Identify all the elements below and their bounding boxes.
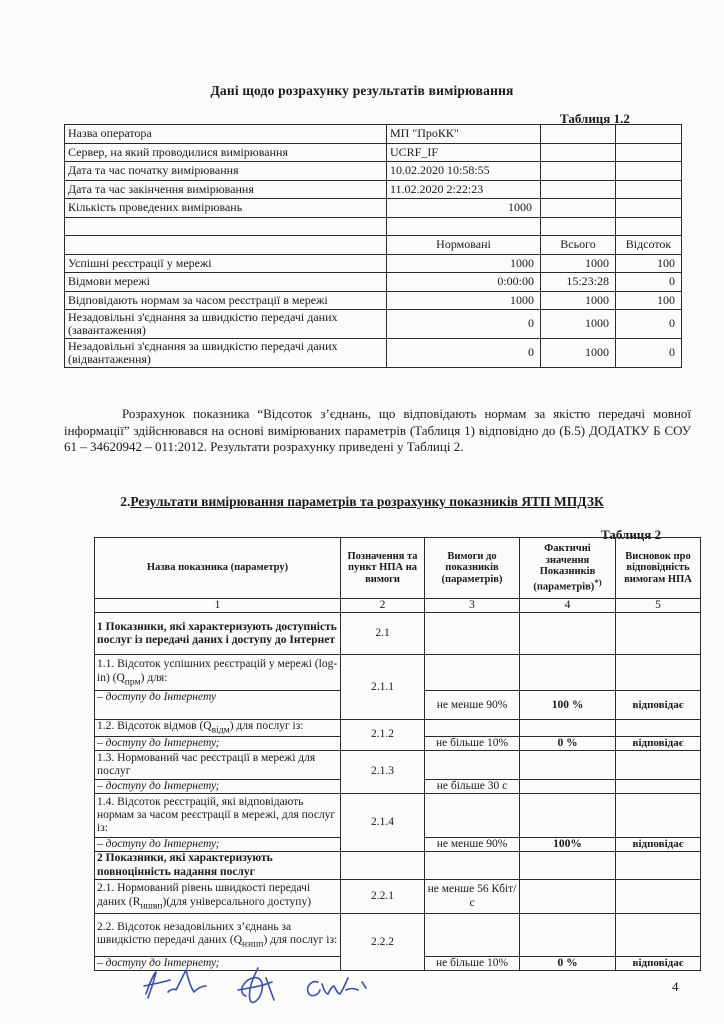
- table1-cell-label: Незадовільні з'єднання за швидкістю передачі даних (завантаження): [65, 310, 387, 339]
- table2-row-s2: [95, 852, 701, 880]
- r111-con: відповідає: [616, 691, 701, 720]
- r12-con: відповідає: [616, 736, 701, 750]
- table1-cell-c3: [541, 180, 616, 199]
- table1-row: [65, 236, 682, 255]
- table1-cell-c4: Відсоток: [616, 236, 682, 255]
- table1-cell-label: Успішні реєстрації у мережі: [65, 254, 387, 273]
- table1-cell-c3: [541, 162, 616, 181]
- table1-cell-c4: 0: [616, 310, 682, 339]
- table1-cell-c2: МП "ПроКК": [387, 125, 541, 144]
- table1-row: [65, 339, 682, 368]
- table1-row: [65, 273, 682, 292]
- table1-cell-c2: 1000: [387, 254, 541, 273]
- table1-cell-c3: 1000: [541, 291, 616, 310]
- table2-colnum-row: [95, 599, 701, 613]
- table1-cell-c2: 0:00:00: [387, 273, 541, 292]
- table1-row: [65, 310, 682, 339]
- colnum-3: 3: [425, 599, 520, 613]
- r22-val: 0 %: [520, 957, 616, 971]
- r13-req: не більше 30 с: [425, 779, 520, 793]
- r14-code: 2.1.4: [341, 793, 425, 851]
- table1-row: [65, 162, 682, 181]
- header-indicator-name: Назва показника (параметру): [95, 538, 341, 599]
- r14-val: 100%: [520, 837, 616, 851]
- table1-cell-c3: [541, 199, 616, 218]
- table1-row: [65, 291, 682, 310]
- table1-cell-label: [65, 217, 387, 236]
- table1-cell-c4: 100: [616, 291, 682, 310]
- r111-title: 1.1. Відсоток успішних реєстрацій у мережі (log-in) $(Q_{прм})$ для:: [95, 655, 341, 691]
- table1-cell-c4: 100: [616, 254, 682, 273]
- r14-title: 1.4. Відсоток реєстрацій, які відповідають нормам за часом реєстрації в мережі, для послуг із:: [95, 793, 341, 837]
- table1-cell-label: Дата та час початку вимірювання: [65, 162, 387, 181]
- table-1-2: [64, 124, 682, 368]
- table1-cell-label: Незадовільні з'єднання за швидкістю передачі даних (відвантаження): [65, 339, 387, 368]
- r12-title: 1.2. Відсоток відмов $(Q_{відм})$ для послуг із:: [95, 720, 341, 736]
- table1-cell-c4: 0: [616, 273, 682, 292]
- table1-cell-c4: [616, 162, 682, 181]
- s2-title: 2 Показники, які характеризують повноцінність надання послуг: [95, 852, 341, 880]
- table1-row: [65, 254, 682, 273]
- header-conclusion: Висновок про відповідність вимогам НПА: [616, 538, 701, 599]
- table1-cell-c4: 0: [616, 339, 682, 368]
- header-actual-values-text: Фактичні значення Показників (параметрів): [533, 543, 596, 593]
- table1-cell-label: Кількість проведених вимірювань: [65, 199, 387, 218]
- table1-cell-c2: [387, 217, 541, 236]
- table1-cell-c4: [616, 199, 682, 218]
- r13-sub: – доступу до Інтернету;: [95, 779, 341, 793]
- table2-header-row: [95, 538, 701, 599]
- table2-row-s1: [95, 613, 701, 655]
- r21-req: не менше 56 Кбіт/с: [425, 880, 520, 914]
- page-number: 4: [672, 979, 679, 994]
- table2-row-1-1: [95, 655, 701, 691]
- table1-cell-c3: 1000: [541, 310, 616, 339]
- table2-row-1-2: [95, 720, 701, 736]
- r12-req: не більше 10%: [425, 736, 520, 750]
- table2-row-1-3: [95, 750, 701, 779]
- r111-code: 2.1.1: [341, 655, 425, 720]
- handwritten-signatures: [140, 960, 380, 1012]
- r13-code: 2.1.3: [341, 750, 425, 793]
- section2-title: [0, 494, 724, 510]
- colnum-4: 4: [520, 599, 616, 613]
- table1-cell-c2: 0: [387, 339, 541, 368]
- table2-row-1-4: [95, 793, 701, 837]
- signature-3: [308, 978, 366, 996]
- table2-row-2-2: [95, 914, 701, 957]
- signature-1: [144, 970, 206, 998]
- r111-val: 100 %: [520, 691, 616, 720]
- s1-title: 1 Показники, які характеризують доступність послуг із передачі даних і доступу до Інтернет: [95, 613, 341, 655]
- table1-cell-c4: [616, 180, 682, 199]
- r12-code: 2.1.2: [341, 720, 425, 751]
- table1-cell-c3: Всього: [541, 236, 616, 255]
- header-footnote-mark: *): [594, 576, 602, 587]
- table1-caption: Таблиця 1.2: [560, 111, 630, 126]
- colnum-2: 2: [341, 599, 425, 613]
- table1-cell-c2: 1000: [387, 291, 541, 310]
- table1-cell-c3: [541, 143, 616, 162]
- r13-title: 1.3. Нормований час реєстрації в мережі для послуг: [95, 750, 341, 779]
- section1-title: Дані щодо розрахунку результатів вимірювання: [210, 83, 514, 98]
- table-2: [94, 537, 701, 971]
- header-requirements: Вимоги до показників (параметрів): [425, 538, 520, 599]
- header-designation: Позначення та пункт НПА на вимоги: [341, 538, 425, 599]
- table1-cell-c2: UCRF_IF: [387, 143, 541, 162]
- table1-row: [65, 199, 682, 218]
- table1-row: [65, 180, 682, 199]
- r14-req: не менше 90%: [425, 837, 520, 851]
- r14-sub: – доступу до Інтернету;: [95, 837, 341, 851]
- table1-cell-label: Відмови мережі: [65, 273, 387, 292]
- table1-cell-c4: [616, 143, 682, 162]
- table1-cell-c4: [616, 125, 682, 144]
- r21-title: 2.1. Нормований рівень швидкості передачі даних $(R_{ншвп})(для$ універсального доступу): [95, 880, 341, 914]
- signature-2: [238, 968, 274, 1002]
- r22-sub: – доступу до Інтернету;: [95, 957, 341, 971]
- header-actual-values: [520, 538, 616, 599]
- colnum-5: 5: [616, 599, 701, 613]
- table2-row-2-1: [95, 880, 701, 914]
- r12-val: 0 %: [520, 736, 616, 750]
- table1-cell-c3: 15:23:28: [541, 273, 616, 292]
- table1-cell-c3: [541, 125, 616, 144]
- table1-cell-c3: [541, 217, 616, 236]
- table1-cell-c3: 1000: [541, 254, 616, 273]
- r14-con: відповідає: [616, 837, 701, 851]
- table1-row: [65, 125, 682, 144]
- r111-sub: – доступу до Інтернету: [95, 691, 341, 720]
- table1-cell-c3: 1000: [541, 339, 616, 368]
- s1-code: 2.1: [341, 613, 425, 655]
- table1-cell-c2: 10.02.2020 10:58:55: [387, 162, 541, 181]
- r22-code: 2.2.2: [341, 914, 425, 971]
- table1-cell-label: Сервер, на який проводилися вимірювання: [65, 143, 387, 162]
- table1-cell-c2: 0: [387, 310, 541, 339]
- calculation-paragraph: Розрахунок показника “Відсоток з’єднань, що відповідають нормам за якістю передачі мовної інформації” здійснювався на основі вимірюваних параметрів (Таблиця 1) відповідно до (Б.5) ДОДАТКУ Б СОУ 61 – 34620942 – 011:2012. Результати розрахунку приведені у Таблиці 2.: [64, 406, 691, 454]
- r111-req: не менше 90%: [425, 691, 520, 720]
- table1-cell-label: Відповідають нормам за часом реєстрації в мережі: [65, 291, 387, 310]
- table1-cell-label: Дата та час закінчення вимірювання: [65, 180, 387, 199]
- section2-title-number: 2.: [120, 494, 131, 509]
- colnum-1: 1: [95, 599, 341, 613]
- r22-req: не більше 10%: [425, 957, 520, 971]
- table1-cell-label: [65, 236, 387, 255]
- table1-row: [65, 217, 682, 236]
- table1-row: [65, 143, 682, 162]
- table1-cell-c4: [616, 217, 682, 236]
- r12-sub: – доступу до Інтернету;: [95, 736, 341, 750]
- table2-caption: Таблиця 2: [601, 527, 662, 542]
- section2-title-text: Результати вимірювання параметрів та розрахунку показників ЯТП МПДЗК: [130, 494, 604, 509]
- r21-code: 2.2.1: [341, 880, 425, 914]
- table1-cell-c2: 1000: [387, 199, 541, 218]
- r22-title: 2.2. Відсоток незадовільних з’єднань за швидкістю передачі даних $(Q_{нзшп})$ для послуг із:: [95, 914, 341, 957]
- r22-con: відповідає: [616, 957, 701, 971]
- table1-cell-c2: Нормовані: [387, 236, 541, 255]
- table1-cell-label: Назва оператора: [65, 125, 387, 144]
- table1-cell-c2: 11.02.2020 2:22:23: [387, 180, 541, 199]
